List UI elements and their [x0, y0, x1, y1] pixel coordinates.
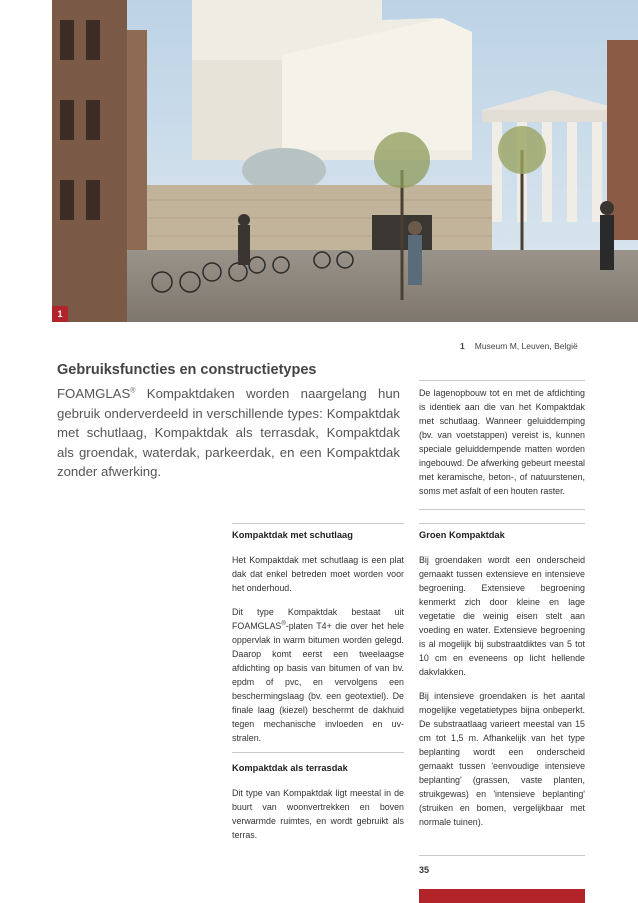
groen-p1: Bij groendaken wordt een onderscheid gemaakt tussen extensieve en intensieve begroening. Extensieve begroening kenmerkt zich door kleine en lage vegetatie die weinig eisen stelt aan voeding en water. Extensieve begroening is al mogelijk bij substraatdiktes van 5 tot 10 cm en eveneens op licht hellende dakvlakken. [419, 555, 585, 677]
schutlaag-p2-pre: Dit type Kompaktdak bestaat uit FOAMGLAS [232, 607, 404, 631]
divider-schutlaag [232, 523, 404, 524]
divider-terrasdak [232, 752, 404, 753]
terrasdak-body [232, 786, 404, 852]
photo-caption [460, 341, 578, 351]
schutlaag-p1: Het Kompaktdak met schutlaag is een plat dak dat enkel betreden moet worden voor het onderhoud. [232, 555, 404, 593]
intro-registered-mark: ® [130, 387, 136, 395]
groen-body [419, 553, 585, 839]
divider-top-right [419, 380, 585, 381]
groen-p2: Bij intensieve groendaken is het aantal mogelijke vegetatietypes bijna onbeperkt. De substraatlaag varieert meestal van 15 cm tot 1,5 m. Afhankelijk van het type beplanting wordt een onderscheid gemaakt tussen 'eenvoudige intensieve beplanting' (grassen, vaste planten, struikgewas) en 'intensieve beplanting' (struiken en bomen, vergelijkbaar met normale tuinen). [419, 691, 585, 827]
museum-photo-illustration [52, 0, 638, 322]
divider-groen [419, 523, 585, 524]
schutlaag-p2-reg: ® [281, 621, 286, 628]
museum-photo [52, 0, 638, 322]
groen-heading: Groen Kompaktdak [419, 530, 505, 540]
intro-text: Kompaktdaken worden naargelang hun gebruik onderverdeeld in verschillende types: Kompaktdak met schutlaag, Kompaktdak als terrasdak, Kompaktdak als groendak, waterdak, parkeerdak, en een Kompaktdak zonder afwerking. [57, 386, 400, 480]
footer-accent-bar [419, 889, 585, 903]
photo-number-badge: 1 [52, 306, 68, 322]
divider-side-note-bottom [419, 509, 585, 510]
caption-text: Museum M, Leuven, België [474, 341, 578, 351]
intro-brand: FOAMGLAS [57, 386, 131, 401]
divider-footer [419, 855, 585, 856]
terrasdak-p1: Dit type van Kompaktdak ligt meestal in de buurt van woonvertrekken en boven verwarmde ruimtes, en wordt gebruikt als terras. [232, 788, 404, 840]
side-note-text: De lagenopbouw tot en met de afdichting is identiek aan die van het Kompaktdak met schutlaag. Wanneer geluiddemping (bv. van voetstappen) vereist is, kunnen speciale geluiddempende matten worden ingebouwd. De afwerking gebeurt meestal met keramische, beton-, of natuurstenen, soms met asfalt of een houten raster. [419, 388, 585, 496]
page-number: 35 [419, 865, 430, 875]
intro-paragraph [57, 384, 400, 482]
schutlaag-body [232, 553, 404, 755]
caption-number: 1 [460, 341, 465, 351]
section-title: Gebruiksfuncties en constructietypes [57, 362, 317, 378]
side-note [419, 386, 585, 508]
terrasdak-heading: Kompaktdak als terrasdak [232, 763, 348, 773]
schutlaag-p2-post: -platen T4+ die over het hele oppervlak in warm bitumen worden gelegd. Daarop komt eerst een tweelaagse afdichting op basis van bitumen of van bv. epdm of pvc, en vervolgens een beschermingslaag (bv. een geotextiel). De finale laag (kiezel) beschermt de dakhuid tegen mechanische invloeden en uv-stralen. [232, 621, 404, 743]
schutlaag-p2 [232, 605, 404, 745]
schutlaag-heading: Kompaktdak met schutlaag [232, 530, 353, 540]
